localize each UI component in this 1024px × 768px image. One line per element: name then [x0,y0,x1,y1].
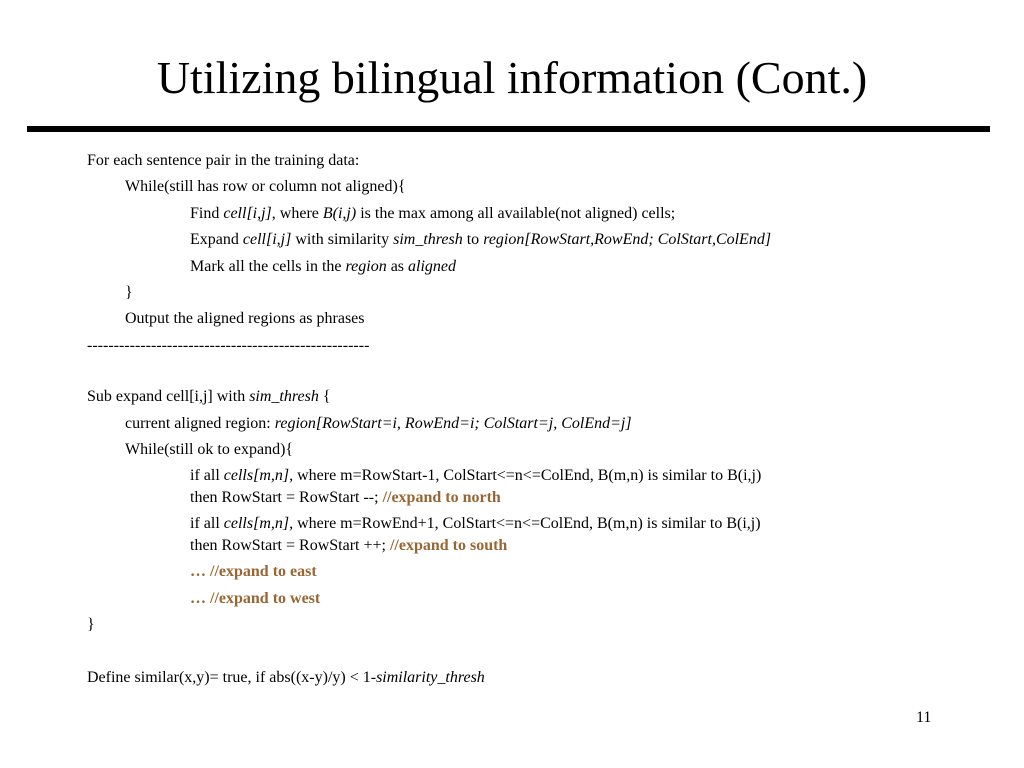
text-italic: sim_thresh [393,231,463,248]
text-line [125,414,632,434]
text-line [190,514,761,534]
comment-highlight: //expand to north [382,489,501,506]
text-line [190,204,675,224]
text-segment: Expand [190,231,243,248]
text-italic: cells[m,n], [223,467,294,484]
text-segment: as [386,258,409,275]
text-segment: Sub expand cell[i,j] with [87,388,250,405]
page-number: 11 [916,709,932,726]
text-italic: cell[i,j] [242,231,292,248]
text-segment: if all [190,467,224,484]
comment-highlight: … //expand to east [190,563,317,580]
text-segment: current aligned region: [125,415,275,432]
text-italic: aligned [408,258,457,275]
text-line: } [125,284,133,301]
text-line [190,230,771,250]
text-segment: { [318,388,331,405]
comment-highlight: … //expand to west [190,590,321,607]
separator-line: ----------------------------------------------------- [87,337,370,354]
text-segment: is the max among all available(not aligned) cells; [356,205,676,222]
text-segment: Define similar(x,y)= true, if abs((x-y)/y) < 1- [87,669,377,686]
text-segment: then RowStart = RowStart --; [190,489,383,506]
text-italic: cell[i,j] [223,205,272,222]
text-italic: similarity_thresh [376,669,485,686]
text-italic: sim_thresh [249,388,319,405]
text-line: For each sentence pair in the training data: [87,152,360,169]
text-line [190,257,456,277]
text-line [190,466,761,486]
text-segment: Find [190,205,224,222]
text-segment: where m=RowEnd+1, ColStart<=n<=ColEnd, B(m,n) is similar to B(i,j) [293,515,761,532]
text-segment: Mark all the cells in the [190,258,346,275]
text-segment: where m=RowStart-1, ColStart<=n<=ColEnd, B(m,n) is similar to B(i,j) [293,467,762,484]
comment-highlight: //expand to south [389,537,508,554]
text-line [190,536,507,556]
text-italic: region [345,258,387,275]
text-segment: , where [271,205,323,222]
text-italic: cells[m,n], [223,515,294,532]
text-line: While(still ok to expand){ [125,441,294,458]
text-line [87,668,485,688]
text-segment: to [462,231,484,248]
slide-title: Utilizing bilingual information (Cont.) [156,52,868,103]
text-line [87,387,331,407]
text-line [190,488,501,508]
text-segment: if all [190,515,224,532]
text-line: } [87,616,95,633]
text-line: While(still has row or column not aligned){ [125,178,406,195]
text-italic: region[RowStart=i, RowEnd=i; ColStart=j, ColEnd=j] [274,415,632,432]
text-line: Output the aligned regions as phrases [125,310,365,327]
text-segment: then RowStart = RowStart ++; [190,537,390,554]
text-italic: region[RowStart,RowEnd; ColStart,ColEnd] [483,231,772,248]
text-italic: B(i,j) [322,205,357,222]
text-segment: with similarity [291,231,394,248]
